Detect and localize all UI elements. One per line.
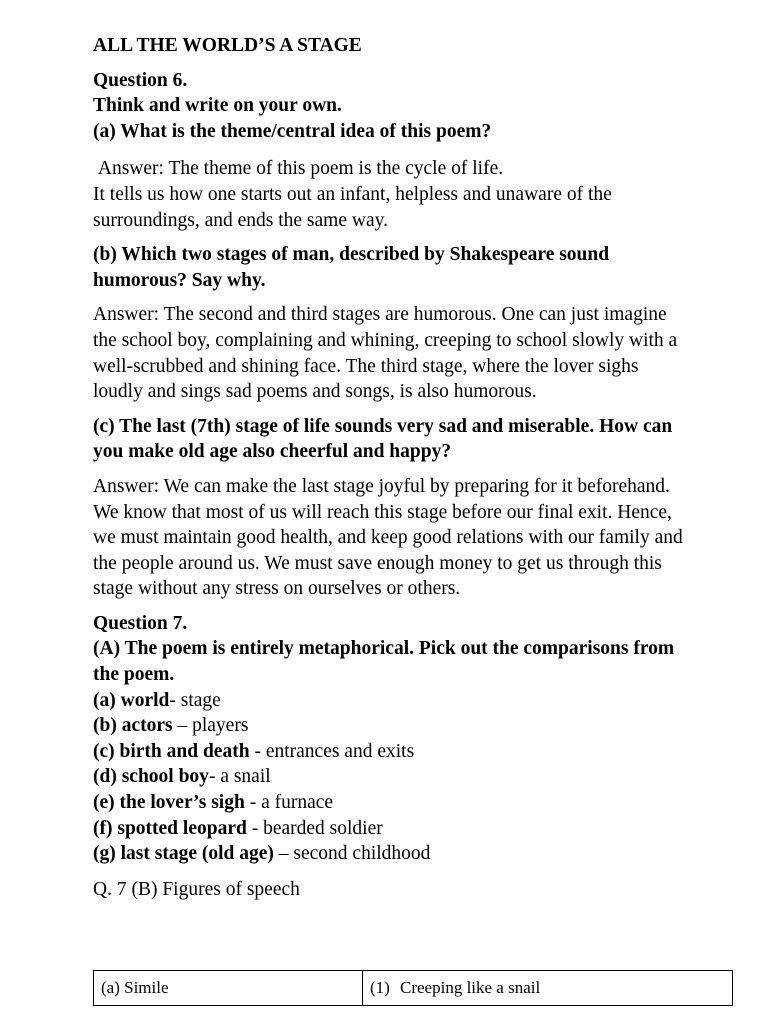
document-page — [93, 33, 693, 902]
answer-6a-line2: It tells us how one starts out an infant, helpless and unaware of the surroundings, and ends the same way. — [93, 183, 612, 231]
example-cell — [363, 971, 733, 1006]
answer-6a-line1: Answer: The theme of this poem is the cycle of life. — [93, 158, 504, 180]
question-7a-instruction: (A) The poem is entirely metaphorical. Pick out the comparisons from the poem. — [93, 638, 675, 686]
comparison-item: (b) actors – players — [93, 715, 249, 737]
question-6a: (a) What is the theme/central idea of this poem? — [93, 120, 492, 142]
question-6-instruction: Think and write on your own. — [93, 95, 342, 117]
figure-cell: (a) Simile — [94, 971, 363, 1006]
comparison-item: (d) school boy- a snail — [93, 766, 271, 788]
table-row — [94, 971, 733, 1006]
document-title: ALL THE WORLD’S A STAGE — [93, 35, 362, 56]
comparison-list — [93, 688, 693, 867]
answer-6c: Answer: We can make the last stage joyful by preparing for it beforehand. We know that most of us will reach this stage before our final exit. Hence, we must maintain good health, and keep good relations with our family and the people around us. We must save enough money to get us through this stage without any stress on ourselves or others. — [93, 475, 683, 600]
comparison-item: (g) last stage (old age) – second childhood — [93, 843, 431, 865]
example-text: Creeping like a snail — [400, 978, 541, 997]
question-6c: (c) The last (7th) stage of life sounds very sad and miserable. How can you make old age also cheerful and happy? — [93, 415, 673, 463]
figures-of-speech-table — [93, 970, 733, 1006]
comparison-item: (e) the lover’s sigh - a furnace — [93, 792, 334, 814]
question-7 — [93, 611, 693, 903]
question-6-header — [93, 68, 693, 145]
question-7-label: Question 7. — [93, 612, 188, 634]
question-6b: (b) Which two stages of man, described by Shakespeare sound humorous? Say why. — [93, 244, 610, 291]
comparison-item: (f) spotted leopard - bearded soldier — [93, 817, 383, 839]
answer-6b: Answer: The second and third stages are humorous. One can just imagine the school boy, complaining and whining, creeping to school slowly with a well-scrubbed and shining face. The third stage, where the lover sighs loudly and sings sad poems and songs, is also humorous. — [93, 304, 678, 403]
question-6-label: Question 6. — [93, 69, 188, 91]
answer-6a — [93, 156, 693, 233]
comparison-item: (a) world- stage — [93, 689, 221, 711]
figures-of-speech-heading: Q. 7 (B) Figures of speech — [93, 878, 300, 900]
comparison-item: (c) birth and death - entrances and exits — [93, 740, 415, 762]
example-number: (1) — [370, 978, 390, 997]
